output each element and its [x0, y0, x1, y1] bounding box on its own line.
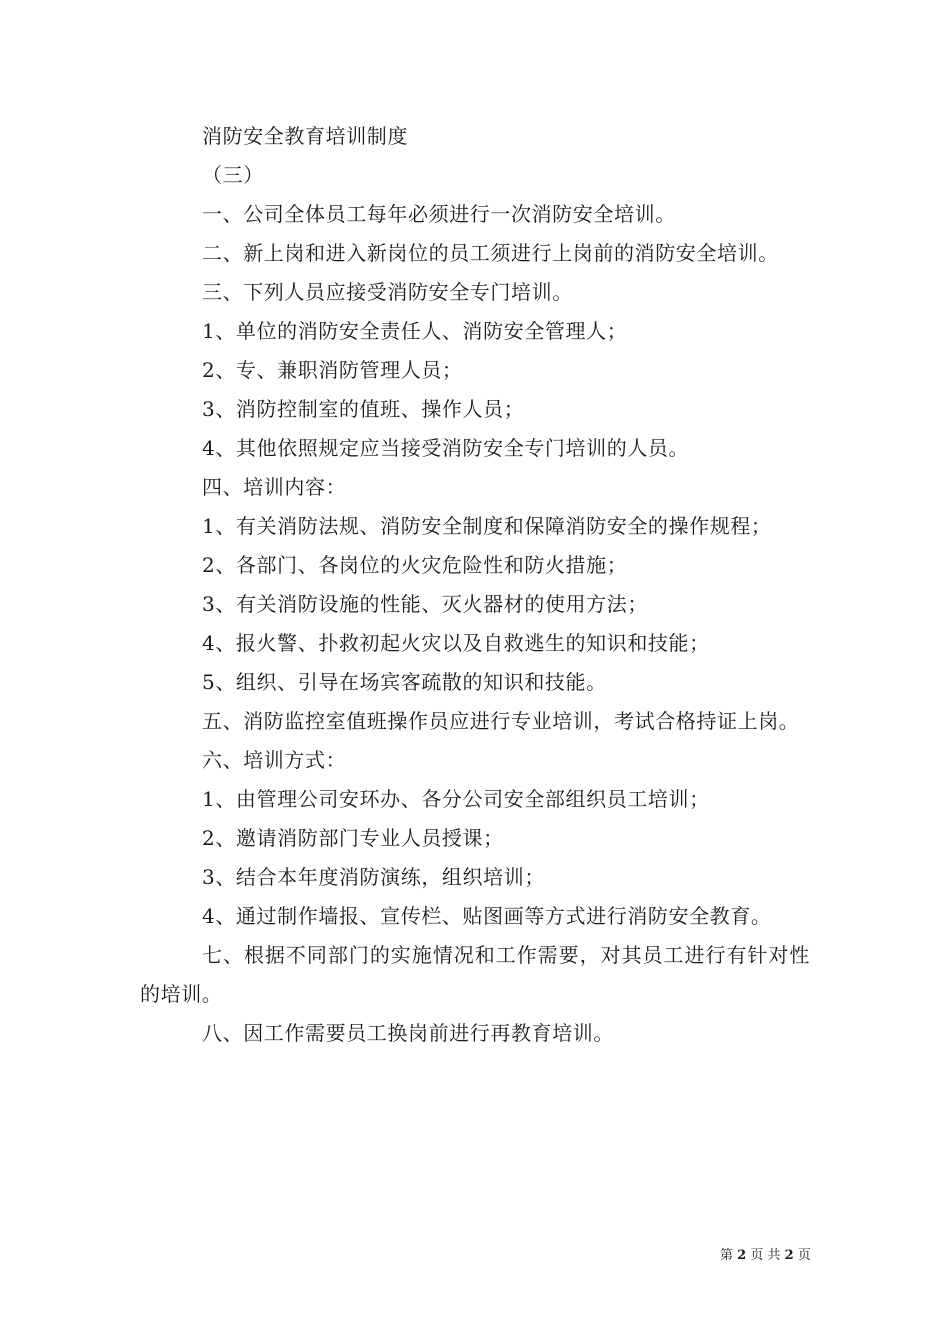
clause-4-item-2: 2、各部门、各岗位的火灾危险性和防火措施； — [202, 553, 628, 577]
clause-5: 五、消防监控室值班操作员应进行专业培训，考试合格持证上岗。 — [202, 709, 800, 733]
clause-3-item-1: 1、单位的消防安全责任人、消防安全管理人； — [202, 319, 628, 343]
clause-4: 四、培训内容： — [202, 475, 347, 499]
clause-6-item-4: 4、通过制作墙报、宣传栏、贴图画等方式进行消防安全教育。 — [202, 904, 772, 928]
clause-4-item-3: 3、有关消防设施的性能、灭火器材的使用方法； — [202, 592, 648, 616]
document-subtitle: （三） — [202, 163, 264, 187]
clause-3-item-2: 2、专、兼职消防管理人员； — [202, 358, 463, 382]
clause-6-item-3: 3、结合本年度消防演练，组织培训； — [202, 865, 545, 889]
clause-3-item-4: 4、其他依照规定应当接受消防安全专门培训的人员。 — [202, 436, 690, 460]
footer-suffix: 页 — [797, 1248, 811, 1263]
footer-prefix: 第 — [720, 1248, 734, 1263]
clause-6-item-1: 1、由管理公司安环办、各分公司安全部组织员工培训； — [202, 787, 710, 811]
clause-1: 一、公司全体员工每年必须进行一次消防安全培训。 — [202, 202, 676, 226]
footer-current-page: 2 — [737, 1248, 747, 1263]
document-body — [140, 117, 810, 1053]
clause-6: 六、培训方式： — [202, 748, 347, 772]
clause-4-item-4: 4、报火警、扑救初起火灾以及自救逃生的知识和技能； — [202, 631, 710, 655]
clause-2: 二、新上岗和进入新岗位的员工须进行上岗前的消防安全培训。 — [202, 241, 779, 265]
footer-middle: 页 共 — [750, 1248, 781, 1263]
footer-total-pages: 2 — [784, 1248, 794, 1263]
clause-3-item-3: 3、消防控制室的值班、操作人员； — [202, 397, 525, 421]
page-footer — [720, 1248, 811, 1264]
clause-7: 七、根据不同部门的实施情况和工作需要，对其员工进行有针对性的培训。 — [140, 943, 810, 1006]
document-title: 消防安全教育培训制度 — [202, 124, 408, 148]
clause-6-item-2: 2、邀请消防部门专业人员授课； — [202, 826, 504, 850]
clause-3: 三、下列人员应接受消防安全专门培训。 — [202, 280, 573, 304]
clause-8: 八、因工作需要员工换岗前进行再教育培训。 — [202, 1021, 614, 1045]
clause-4-item-5: 5、组织、引导在场宾客疏散的知识和技能。 — [202, 670, 607, 694]
clause-4-item-1: 1、有关消防法规、消防安全制度和保障消防安全的操作规程； — [202, 514, 772, 538]
